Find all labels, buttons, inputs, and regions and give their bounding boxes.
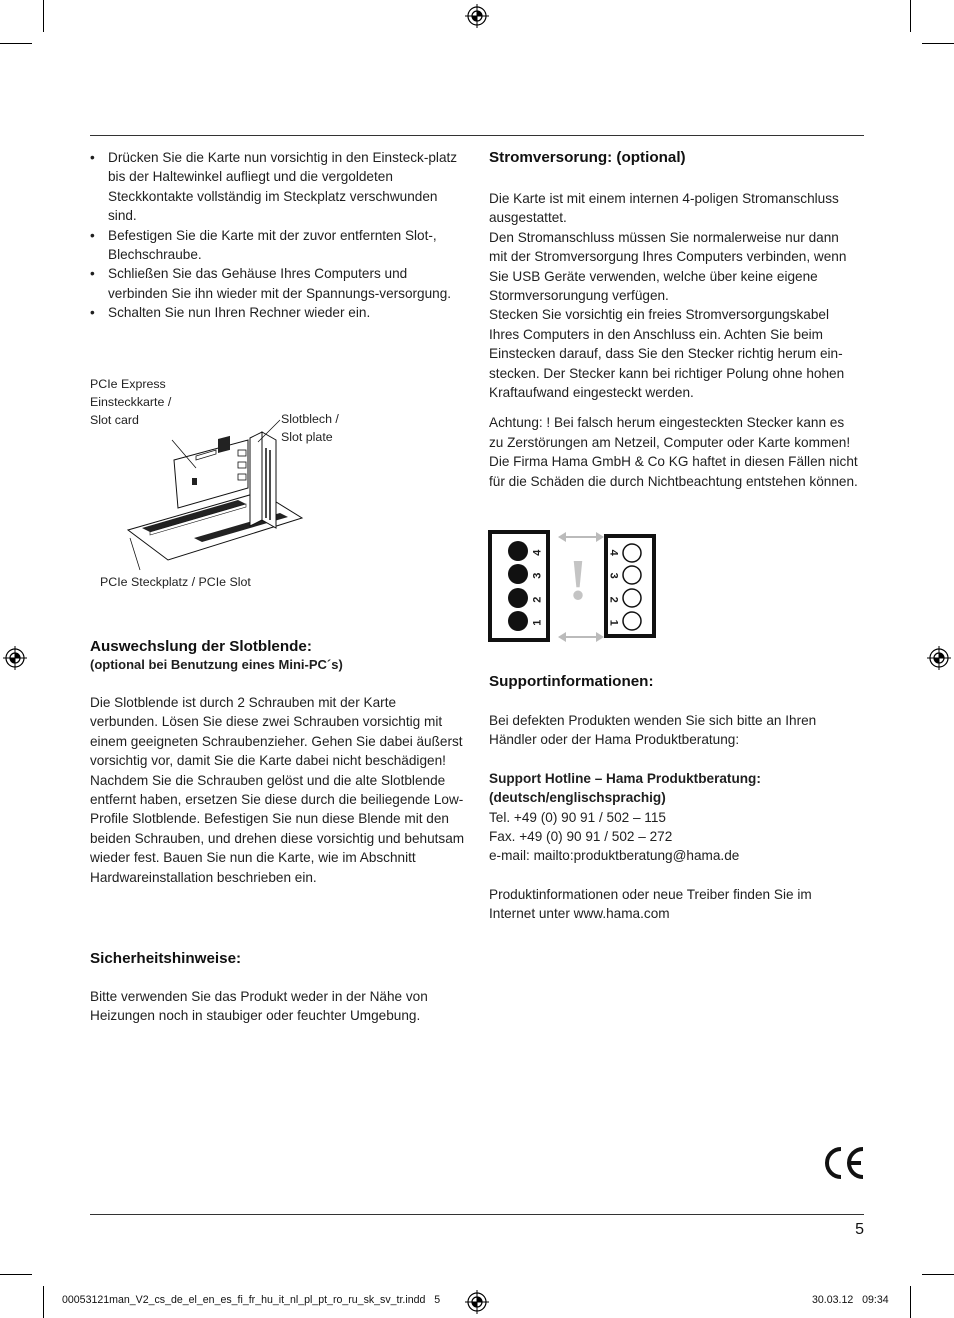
power-section <box>489 148 859 491</box>
crop-mark <box>43 1286 44 1318</box>
pcie-card-illustration <box>110 410 310 575</box>
paragraph: Die Karte ist mit einem internen 4-poligen Stromanschluss ausgestattet. <box>489 191 839 226</box>
crop-mark <box>0 1274 32 1275</box>
file-datetime <box>812 1294 889 1306</box>
crop-mark <box>43 0 44 32</box>
crop-mark <box>922 43 954 44</box>
crop-mark <box>922 1274 954 1275</box>
installation-steps <box>90 148 465 323</box>
bottom-rule <box>90 1214 864 1215</box>
section-heading: Auswechslung der Slotblende: <box>90 638 312 655</box>
registration-mark-icon <box>465 1290 489 1314</box>
support-section <box>489 672 859 924</box>
phone-number: Tel. +49 (0) 90 91 / 502 – 115 <box>489 809 666 825</box>
paragraph: Nachdem Sie die Schrauben gelöst und die alte Slotblende entfernt haben, ersetzen Sie diese durch die beiliegende Low-Profile Slotblende. Befestigen Sie nun diese Blende mit den beiden Schrauben, und drehen diese vorsichtig und behutsam wieder fest. Bauen Sie nun die Karte, wie im Abschnitt Hardwareinstallation beschrieben ein. <box>90 772 465 885</box>
registration-mark-icon <box>927 646 951 670</box>
file-name: 00053121man_V2_cs_de_el_en_es_fi_fr_hu_it_nl_pl_pt_ro_ru_sk_sv_tr.indd <box>62 1294 426 1306</box>
figure-label-plate: Slotblech / Slot plate <box>281 412 339 444</box>
section-heading: Sicherheitshinweise: <box>90 950 242 967</box>
crop-mark <box>910 1286 911 1318</box>
paragraph: Bei defekten Produkten wenden Sie sich bitte an Ihren Händler oder der Hama Produktberatung: <box>489 713 817 748</box>
connector-pin-labels-left: 4 3 2 1 <box>531 549 544 626</box>
section-heading: Stromversorung: (optional) <box>489 149 686 166</box>
figure-label-slot: PCIe Steckplatz / PCIe Slot <box>100 575 251 589</box>
paragraph: Die Slotblende ist durch 2 Schrauben mit der Karte verbunden. Lösen Sie diese zwei Schrauben vorsichtig mit einem geeigneten Schraubenzieher. Gehen Sie dabei äußerst vorsichtig vor, damit Sie die Karte dabei nicht beschädigen! <box>90 695 463 769</box>
list-item: • Befestigen Sie die Karte mit der zuvor entfernten Slot-, Blechschraube. <box>90 226 465 265</box>
bullet-list <box>90 148 465 323</box>
page-number: 5 <box>855 1221 864 1238</box>
warning-paragraph: Achtung: ! Bei falsch herum eingesteckten Stecker kann es zu Zerstörungen am Netzeil, Computer oder Karte kommen! Die Firma Hama GmbH & Co KG haftet in diesen Fällen nicht für die Schäden die durch Nichtbeachtung entstehen können. <box>489 415 858 489</box>
registration-mark-icon <box>3 646 27 670</box>
figure-label-card: PCIe Express Einsteckkarte / Slot card <box>90 377 172 427</box>
list-item: • Drücken Sie die Karte nun vorsichtig in den Einsteck-platz bis der Haltewinkel aufliegt und die vergoldeten Steckkontakte vollständig im Steckplatz verschwunden sind. <box>90 148 465 226</box>
section-subheading: (optional bei Benutzung eines Mini-PC´s) <box>90 657 343 672</box>
list-item: • Schließen Sie das Gehäuse Ihres Computers und verbinden Sie ihn wieder mit der Spannungs-versorgung. <box>90 264 465 303</box>
file-page: 5 <box>434 1294 441 1306</box>
paragraph: Produktinformationen oder neue Treiber finden Sie im Internet unter www.hama.com <box>489 886 812 922</box>
hotline-title: Support Hotline – Hama Produktberatung: <box>489 770 761 786</box>
registration-mark-icon <box>465 4 489 28</box>
list-item: • Schalten Sie nun Ihren Rechner wieder ein. <box>90 303 465 322</box>
crop-mark <box>0 43 32 44</box>
email-address: e-mail: mailto:produktberatung@hama.de <box>489 848 740 864</box>
section-heading: Supportinformationen: <box>489 673 654 690</box>
file-slug <box>62 1294 440 1306</box>
ce-mark-icon <box>822 1145 866 1181</box>
support-contact <box>489 769 859 866</box>
top-rule <box>90 135 864 136</box>
file-time: 09:34 <box>862 1294 889 1306</box>
paragraph: Bitte verwenden Sie das Produkt weder in der Nähe von Heizungen noch in staubiger oder feuchter Umgebung. <box>90 989 428 1024</box>
hotline-language: (deutsch/englischsprachig) <box>489 790 666 806</box>
file-date: 30.03.12 <box>812 1294 854 1306</box>
paragraph: Den Stromanschluss müssen Sie normalerweise nur dann mit der Stromversorgung Ihres Computers verbinden, wenn Sie USB Geräte verwenden, welche über keine eigene Stormversorungung verfügen. <box>489 229 847 304</box>
connector-pin-labels-right: 4 3 2 1 <box>607 549 620 626</box>
warning-exclamation-icon: ! <box>568 547 588 612</box>
crop-mark <box>910 0 911 32</box>
slotblende-section <box>90 637 465 887</box>
fax-number: Fax. +49 (0) 90 91 / 502 – 272 <box>489 829 673 845</box>
safety-section <box>90 949 465 1026</box>
paragraph: Stecken Sie vorsichtig ein freies Stromversorgungskabel Ihres Computers in den Anschluss ein. Achten Sie beim Einstecken darauf, dass Sie den Stecker richtig herum ein-stecken. Der Stecker kann bei richtiger Polung ohne hohen Kraftaufwand eingesteckt werden. <box>489 307 845 401</box>
